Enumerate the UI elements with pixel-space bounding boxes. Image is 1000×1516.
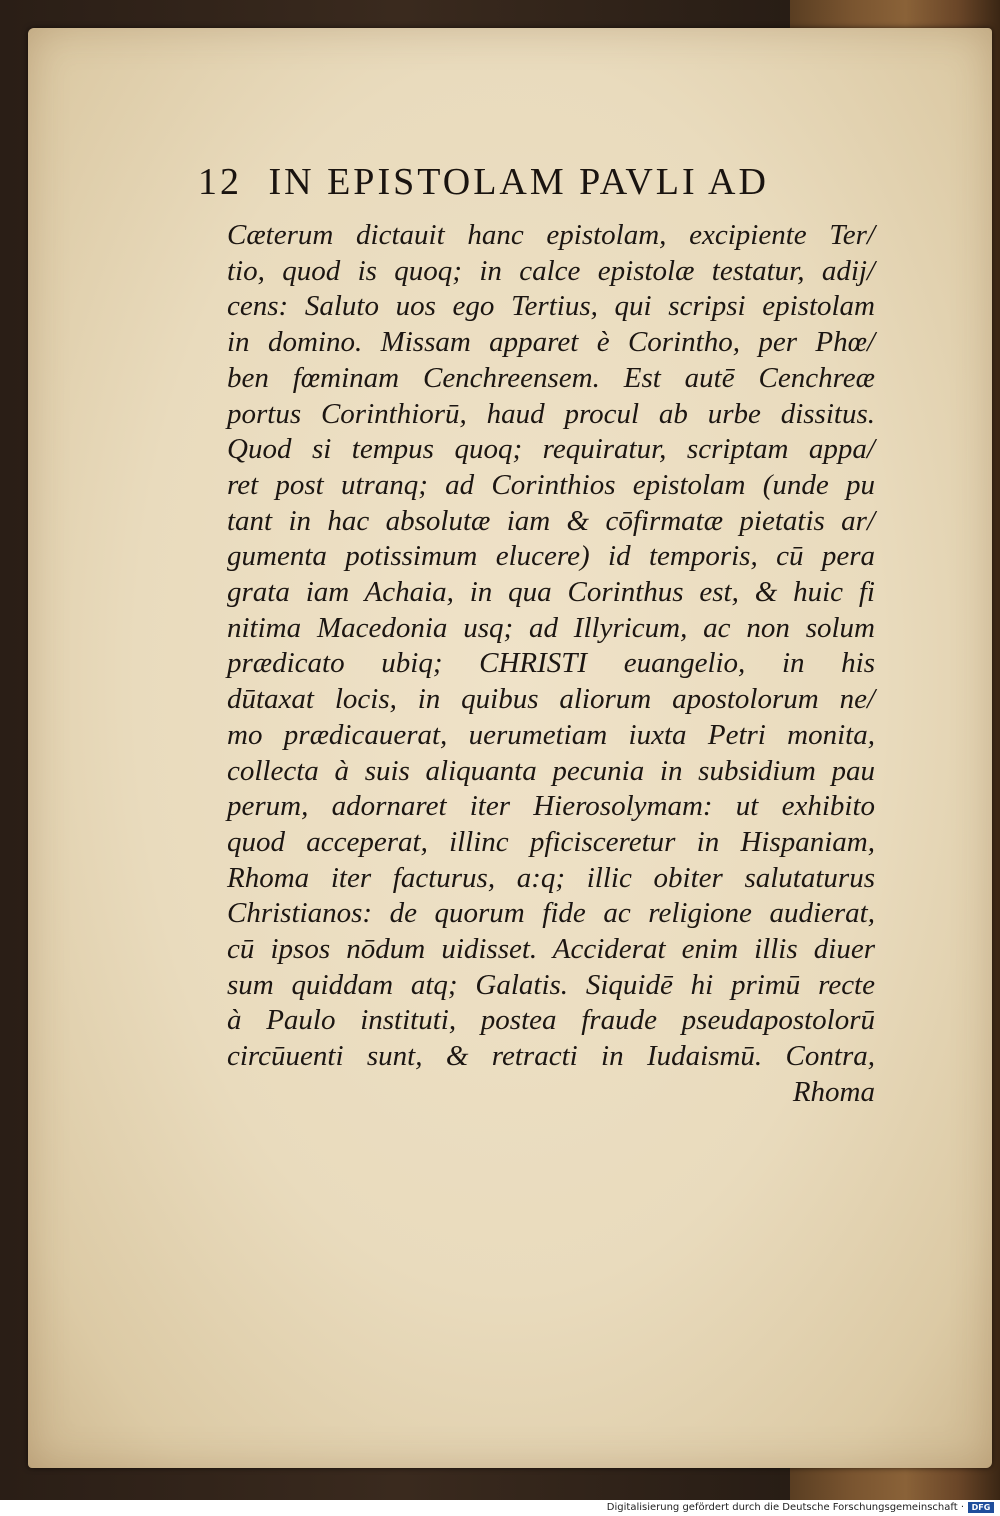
text-line: tant in hac absolutæ iam & cōfirmatæ pietatis ar/: [227, 504, 875, 537]
text-line: grata iam Achaia, in qua Corinthus est, & huic fi: [227, 576, 875, 609]
text-line: Rhoma iter facturus, a:q; illic obiter salutaturus: [227, 861, 875, 894]
text-line: Quod si tempus quoq; requiratur, scriptam appa/: [227, 433, 875, 466]
text-line: quod acceperat, illinc pficisceretur in Hispaniam,: [227, 825, 875, 858]
text-line: nitima Macedonia usq; ad Illyricum, ac non solum: [227, 611, 875, 644]
text-line: perum, adornaret iter Hierosolymam: ut exhibito: [227, 790, 875, 823]
text-line: mo prædicauerat, uerumetiam iuxta Petri monita,: [227, 718, 875, 751]
text-line: ben fœminam Cenchreensem. Est autē Cenchreæ: [227, 361, 875, 394]
running-header: [198, 160, 878, 204]
text-line: in domino. Missam apparet è Corintho, per Phœ/: [227, 326, 875, 359]
text-line: portus Corinthiorū, haud procul ab urbe dissitus.: [227, 397, 875, 430]
text-line: prædicato ubiq; CHRISTI euangelio, in his: [227, 647, 875, 680]
text-line: cens: Saluto uos ego Tertius, qui scripsi epistolam: [227, 290, 875, 323]
text-line: à Paulo instituti, postea fraude pseudapostolorū: [227, 1004, 875, 1037]
text-line: circūuenti sunt, & retracti in Iudaismū. Contra,: [227, 1040, 875, 1073]
text-line: Christianos: de quorum fide ac religione audierat,: [227, 897, 875, 930]
text-line: gumenta potissimum elucere) id temporis, cū pera: [227, 540, 875, 573]
footer-bar: [0, 1500, 1000, 1516]
body-text: [227, 218, 875, 1111]
text-line: dūtaxat locis, in quibus aliorum apostolorum ne/: [227, 683, 875, 716]
page-number: 12: [198, 161, 242, 203]
text-line: ret post utranq; ad Corinthios epistolam (unde pu: [227, 468, 875, 501]
dfg-logo: DFG: [968, 1502, 994, 1513]
text-line: Cæterum dictauit hanc epistolam, excipiente Ter/: [227, 219, 875, 251]
text-line: tio, quod is quoq; in calce epistolæ testatur, adij/: [227, 254, 875, 287]
funding-notice: Digitalisierung gefördert durch die Deutsche Forschungsgemeinschaft ·: [606, 1502, 964, 1513]
text-line: sum quiddam atq; Galatis. Siquidē hi primū recte: [227, 968, 875, 1001]
text-line: collecta à suis aliquanta pecunia in subsidium pau: [227, 754, 875, 787]
running-title: IN EPISTOLAM PAVLI AD: [268, 161, 769, 203]
text-line: cū ipsos nōdum uidisset. Acciderat enim illis diuer: [227, 933, 875, 966]
catchword: Rhoma: [792, 1075, 875, 1108]
